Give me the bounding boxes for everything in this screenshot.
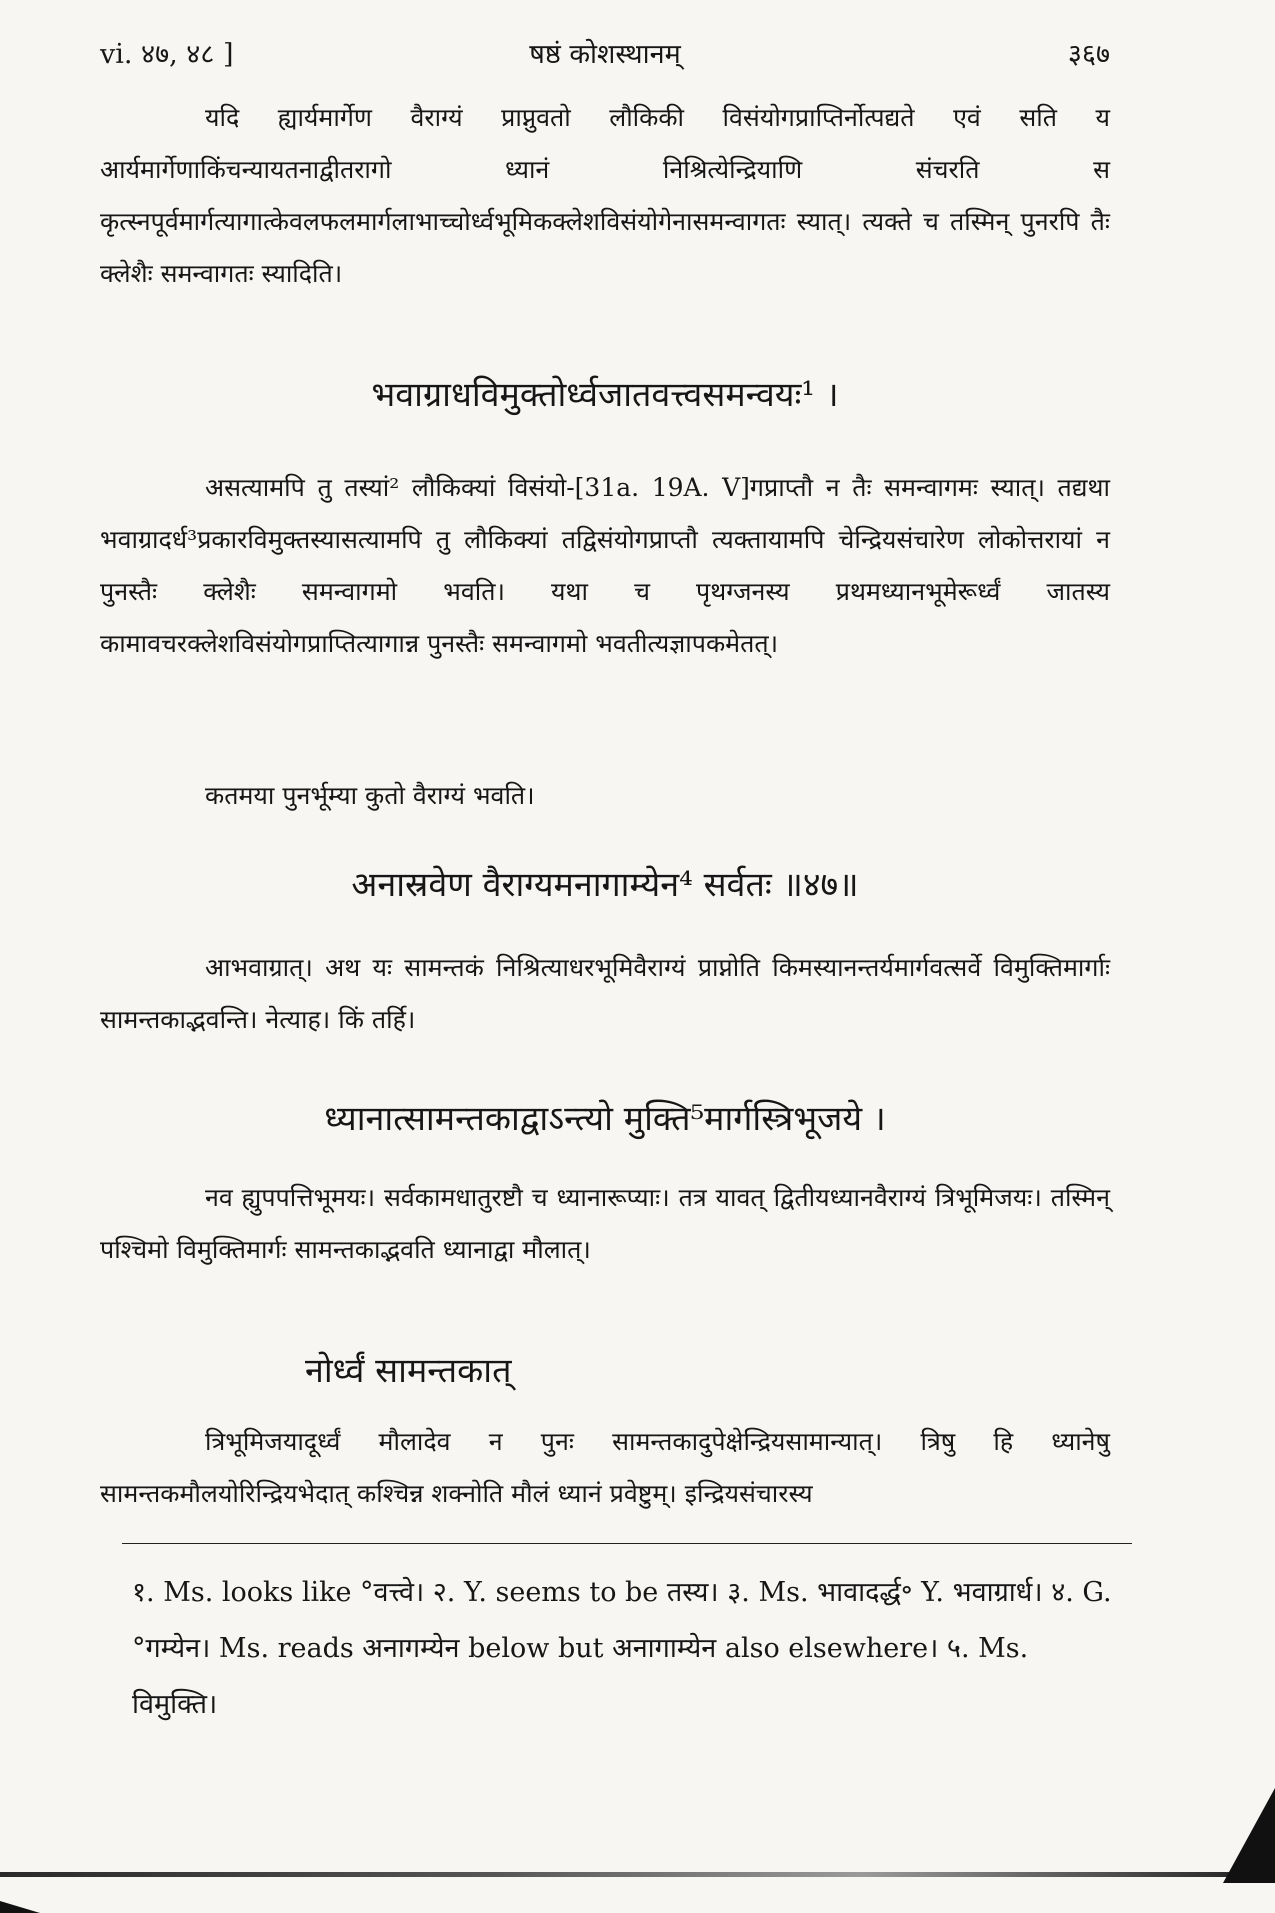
page-number: ३६७ [1067, 39, 1110, 70]
paragraph-6: त्रिभूमिजयादूर्ध्वं मौलादेव न पुनः सामन्तकादुपेक्षेन्द्रियसामान्यात्। त्रिषु हि ध्यानेषु सामन्तकमौलयोरिन्द्रियभेदात् कश्चिन्न शक्नोति मौलं ध्यानं प्रवेष्टुम्। इन्द्रियसंचारस्य [100, 1427, 1110, 1508]
scan-corner-mark [1223, 1788, 1275, 1883]
paragraph-1: यदि ह्यार्यमार्गेण वैराग्यं प्राप्नुवतो लौकिकी विसंयोगप्राप्तिर्नोत्पद्यते एवं सति य आर्यमार्गेणाकिंचन्यायतनाद्वीतरागो ध्यानं निश्रित्येन्द्रियाणि संचरति स कृत्स्नपूर्वमार्गत्यागात्केवलफलमार्गलाभाच्चोर्ध्वभूमिकक्लेशविसंयोगेनासमन्वागतः स्यात्। त्यक्ते च तस्मिन् पुनरपि तैः क्लेशैः समन्वागतः स्यादिति। [100, 103, 1110, 288]
paragraph-3: कतमया पुनर्भूम्या कुतो वैराग्यं भवति। [205, 781, 535, 810]
paragraph-2: असत्यामपि तु तस्यां² लौकिक्यां विसंयो-[31a. 19A. V]गप्राप्तौ न तैः समन्वागमः स्यात्। तद्यथा भवाग्रादर्ध³प्रकारविमुक्तस्यासत्यामपि तु लौकिक्यां तद्विसंयोगप्राप्तौ त्यक्तायामपि चेन्द्रियसंचारेण लोकोत्तरायां न पुनस्तैः क्लेशैः समन्वागमो भवति। यथा च पृथग्जनस्य प्रथमध्यानभूमेरूर्ध्वं जातस्य कामावचरक्लेशविसंयोगप्राप्तित्यागान्न पुनस्तैः समन्वागमो भवतीत्यज्ञापकमेतत्। [100, 473, 1110, 658]
verse-heading-4: नोर्ध्वं सामन्तकात् [305, 1351, 512, 1391]
chapter-verse-reference: vi. ४७, ४८ ] [100, 39, 234, 70]
verse-heading-1: भवाग्राधविमुक्तोर्ध्वजातवत्त्वसमन्वयः¹ । [371, 375, 839, 415]
running-title: षष्ठं कोशस्थानम् [529, 39, 681, 70]
paragraph-5: नव ह्युपपत्तिभूमयः। सर्वकामधातुरष्टौ च ध्यानारूप्याः। तत्र यावत् द्वितीयध्यानवैराग्यं त्रिभूमिजयः। तस्मिन् पश्चिमो विमुक्तिमार्गः सामन्तकाद्भवति ध्यानाद्वा मौलात्। [100, 1183, 1110, 1264]
verse-heading-3: ध्यानात्सामन्तकाद्वाऽन्त्यो मुक्ति⁵मार्गस्त्रिभूजये । [324, 1099, 886, 1139]
page-bottom-edge [0, 1872, 1230, 1877]
footnotes: १. Ms. looks like °वत्त्वे। २. Y. seems to be तस्य। ३. Ms. भावादर्द्ध॰ Y. भवाग्रार्ध। ४. G. °गम्येन। Ms. reads अनागम्येन below but अनागाम्येन also elsewhere। ५. Ms. विमुक्ति। [132, 1577, 1112, 1720]
running-header [100, 34, 1110, 74]
paragraph-4: आभवाग्रात्। अथ यः सामन्तकं निश्रित्याधरभूमिवैराग्यं प्राप्नोति किमस्यानन्तर्यमार्गवत्सर्वे विमुक्तिमार्गाः सामन्तकाद्भवन्ति। नेत्याह। किं तर्हि। [100, 953, 1110, 1034]
scan-edge-mark [0, 1901, 40, 1913]
footnote-rule [122, 1543, 1132, 1544]
verse-heading-2: अनास्रवेण वैराग्यमनागाम्येन⁴ सर्वतः ॥४७॥ [351, 865, 859, 905]
